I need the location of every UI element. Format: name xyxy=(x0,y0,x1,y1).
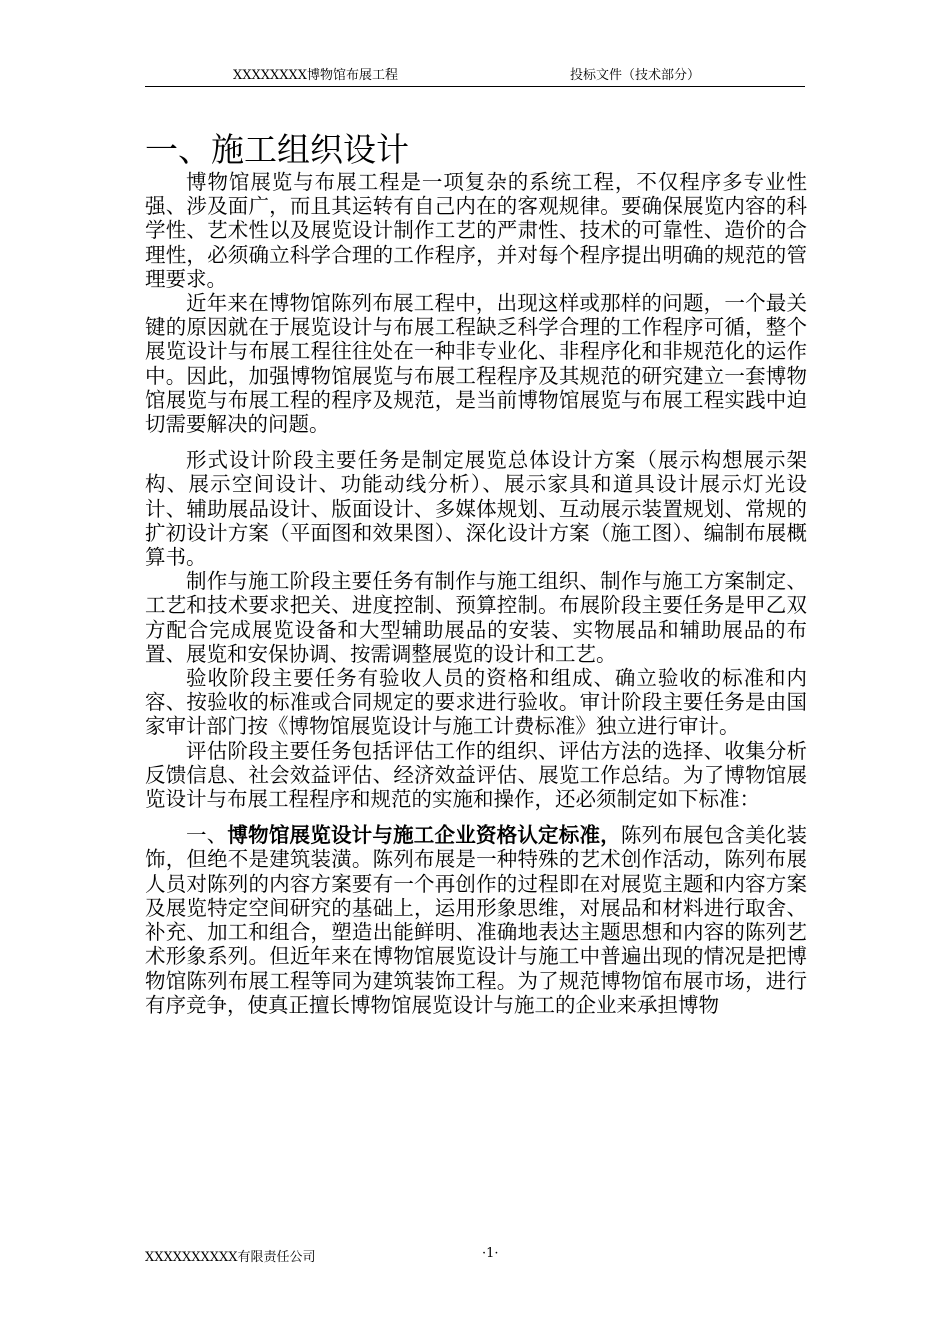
paragraph-acceptance-stage: 验收阶段主要任务有验收人员的资格和组成、确立验收的标准和内容、按验收的标准或合同规定的要求进行验收。审计阶段主要任务是由国家审计部门按《博物馆展览设计与施工计费标准》独立进行审计。 xyxy=(145,666,807,739)
header-project-title: XXXXXXXX博物馆布展工程 xyxy=(233,68,399,83)
paragraph-evaluation-stage: 评估阶段主要任务包括评估工作的组织、评估方法的选择、收集分析反馈信息、社会效益评估、经济效益评估、展览工作总结。为了博物馆展览设计与布展工程程序和规范的实施和操作，还必须制定如下标准： xyxy=(145,738,807,812)
page-header xyxy=(145,64,805,84)
paragraph-standard-one xyxy=(145,823,807,1017)
paragraph-design-stage: 形式设计阶段主要任务是制定展览总体设计方案（展示构想展示架构、展示空间设计、功能动线分析）、展示家具和道具设计展示灯光设计、辅助展品设计、版面设计、多媒体规划、互动展示装置规划、常规的扩初设计方案（平面图和效果图）、深化设计方案（施工图）、编制布展概算书。 xyxy=(145,448,807,570)
standard-prefix: 一、 xyxy=(186,823,228,848)
document-body xyxy=(145,170,807,1017)
paragraph-construction-stage: 制作与施工阶段主要任务有制作与施工组织、制作与施工方案制定、工艺和技术要求把关、进度控制、预算控制。布展阶段主要任务是甲乙双方配合完成展览设备和大型辅助展品的安装、实物展品和辅助展品的布置、展览和安保协调、按需调整展览的设计和工艺。 xyxy=(145,569,807,666)
footer-company: XXXXXXXXXX有限责任公司 xyxy=(145,1250,316,1265)
header-document-type: 投标文件（技术部分） xyxy=(570,68,701,83)
paragraph-intro: 博物馆展览与布展工程是一项复杂的系统工程，不仅程序多专业性强、涉及面广，而且其运转有自己内在的客观规律。要确保展览内容的科学性、艺术性以及展览设计制作工艺的严肃性、技术的可靠性、造价的合理性，必须确立科学合理的工作程序，并对每个程序提出明确的规范的管理要求。 xyxy=(145,170,807,291)
standard-title: 博物馆展览设计与施工企业资格认定标准， xyxy=(227,823,621,848)
standard-text: 陈列布展包含美化装饰，但绝不是建筑装潢。陈列布展是一种特殊的艺术创作活动，陈列布展人员对陈列的内容方案要有一个再创作的过程即在对展览主题和内容方案及展览特定空间研究的基础上，运用形象思维，对展品和材料进行取舍、补充、加工和组合，塑造出能鲜明、准确地表达主题思想和内容的陈列艺术形象系列。但近年来在博物馆展览设计与施工中普遍出现的情况是把博物馆陈列布展工程等同为建筑装饰工程。为了规范博物馆布展市场，进行有序竞争，使真正擅长博物馆展览设计与施工的企业来承担博物 xyxy=(145,823,808,1017)
section-heading: 一、施工组织设计 xyxy=(145,130,409,169)
paragraph-problems: 近年来在博物馆陈列布展工程中，出现这样或那样的问题，一个最关键的原因就在于展览设计与布展工程缺乏科学合理的工作程序可循，整个展览设计与布展工程往往处在一种非专业化、非程序化和非规范化的运作中。因此，加强博物馆展览与布展工程程序及其规范的研究建立一套博物馆展览与布展工程的程序及规范，是当前博物馆展览与布展工程实践中迫切需要解决的问题。 xyxy=(145,291,807,437)
footer-page-number: ·1· xyxy=(482,1246,499,1261)
header-divider xyxy=(145,86,805,87)
